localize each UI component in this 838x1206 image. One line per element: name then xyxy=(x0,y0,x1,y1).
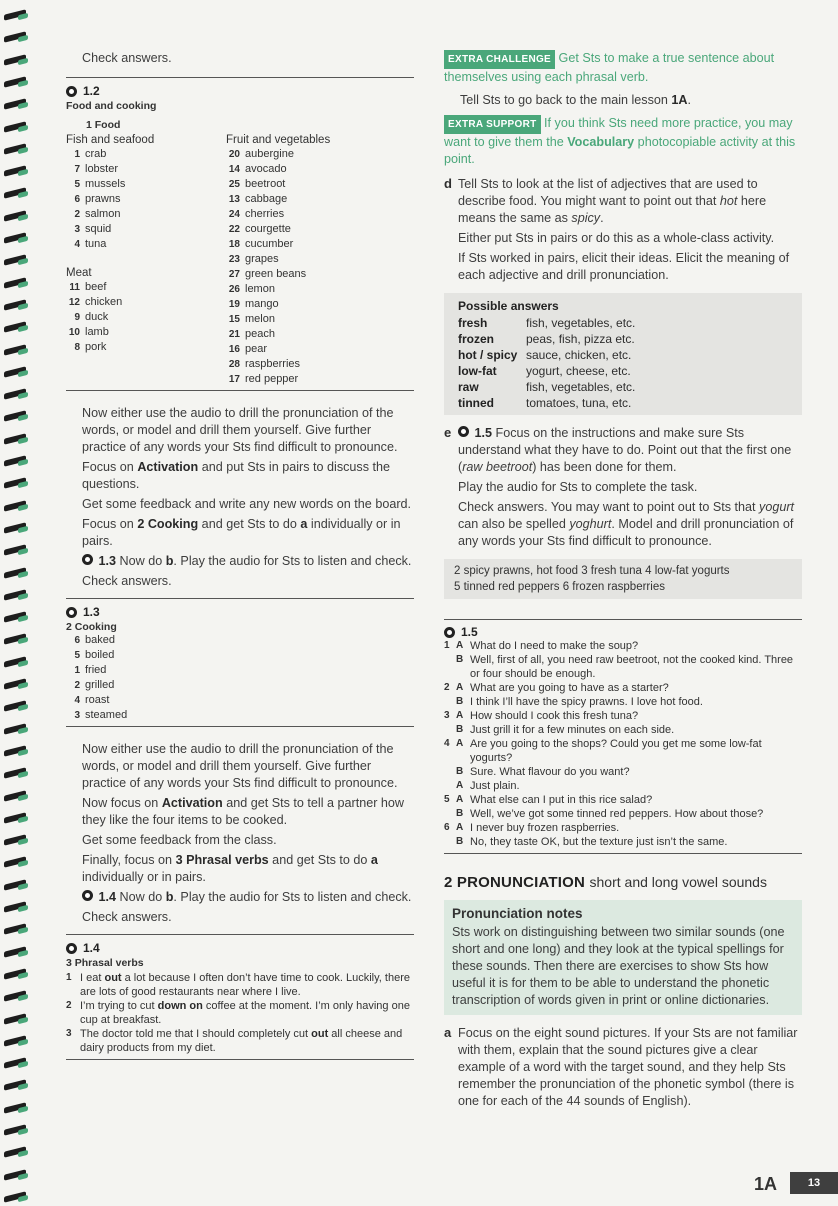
fruit-title: Fruit and vegetables xyxy=(226,134,331,146)
unit-label: 1A xyxy=(754,1174,778,1194)
spiral-coil xyxy=(4,344,26,355)
audio-1-3-instruction: 1.3 Now do b. Play the audio for Sts to listen and check. xyxy=(82,553,414,570)
script-line: 5 A What else can I put in this rice salad? xyxy=(444,794,653,806)
divider xyxy=(66,726,414,727)
meat-title: Meat xyxy=(66,267,92,279)
check-answers-1: Check answers. xyxy=(82,51,172,65)
spiral-coil xyxy=(4,299,26,310)
script-line: 6 A I never buy frozen raspberries. xyxy=(444,822,620,834)
spiral-coil xyxy=(4,121,26,132)
divider xyxy=(444,853,802,854)
box-subheading: 1 Food xyxy=(86,119,121,131)
spiral-coil xyxy=(4,366,26,377)
answers-box: 2 spicy prawns, hot food 3 fresh tuna 4 low-fat yogurts 5 tinned red peppers 6 frozen raspberries xyxy=(444,559,802,599)
box-heading: 3 Phrasal verbs xyxy=(66,957,144,969)
feedback-instruction-2: Get some feedback from the class. xyxy=(82,833,277,847)
spiral-binding xyxy=(0,0,34,1200)
word-item: 8 pork xyxy=(74,341,107,353)
spiral-coil xyxy=(4,834,26,845)
back-to-lesson: Tell Sts to go back to the main lesson 1A. xyxy=(460,93,692,107)
audio-box-1-3: 1.3 2 Cooking 6 baked 5 boiled 1 fried 2 grilled 4 roast 3 steamed xyxy=(66,599,414,723)
phrasal-verbs-instruction: Finally, focus on 3 Phrasal verbs and get Sts to do a individually or in pairs. xyxy=(82,853,378,884)
word-item: 10 lamb xyxy=(68,326,109,338)
right-column xyxy=(444,50,802,1113)
spiral-coil xyxy=(4,321,26,332)
phrasal-item-1: 1 I eat out a lot because I often don’t have time to cook. Luckily, there are lots of good restaurants near where I live. xyxy=(66,972,410,998)
pronunciation-subtitle: short and long vowel sounds xyxy=(589,874,767,890)
word-item: 16 pear xyxy=(228,343,268,355)
possible-answers-title: Possible answers xyxy=(458,299,559,313)
word-item: 2 salmon xyxy=(74,208,121,220)
extra-support-tag: EXTRA SUPPORT xyxy=(444,115,541,134)
script-line: A Just plain. xyxy=(456,780,520,792)
word-item: 3 steamed xyxy=(74,709,128,721)
extra-challenge: EXTRA CHALLENGE Get Sts to make a true sentence about themselves using each phrasal verb. xyxy=(444,51,775,84)
word-item: 21 peach xyxy=(228,328,275,340)
notes-text: Sts work on distinguishing between two similar sounds (one short and one long) and they look at the typical spellings for these sounds. Then there are exercises to show Sts how useful it is for them to be able to understand the phonetic transcription of words given in print or online dictionaries. xyxy=(452,925,785,1007)
word-item: 3 squid xyxy=(74,223,112,235)
possible-answer-row: raw fish, vegetables, etc. xyxy=(458,380,636,394)
word-item: 4 tuna xyxy=(74,238,107,250)
word-item: 14 avocado xyxy=(228,163,287,175)
spiral-coil xyxy=(4,478,26,489)
spiral-coil xyxy=(4,143,26,154)
spiral-coil xyxy=(4,634,26,645)
speaker-icon xyxy=(66,607,79,618)
word-item: 22 courgette xyxy=(228,223,291,235)
spiral-coil xyxy=(4,388,26,399)
spiral-coil xyxy=(4,277,26,288)
drill-instruction-2: Now either use the audio to drill the pronunciation of the words, or model and drill them yourself. Give further practice of any words your Sts find difficult to pronounce. xyxy=(82,742,398,790)
extra-challenge-tag: EXTRA CHALLENGE xyxy=(444,50,555,69)
spiral-coil xyxy=(4,1057,26,1068)
cooking-instruction: Focus on 2 Cooking and get Sts to do a individually or in pairs. xyxy=(82,517,401,548)
speaker-icon xyxy=(66,943,79,954)
spiral-coil xyxy=(4,1147,26,1158)
spiral-coil xyxy=(4,901,26,912)
meat-list xyxy=(66,280,226,355)
spiral-coil xyxy=(4,455,26,466)
spiral-coil xyxy=(4,857,26,868)
possible-answers-list xyxy=(458,315,790,411)
word-item: 1 crab xyxy=(74,148,107,160)
script-line: 4 A Are you going to the shops? Could you get me some low-fat yogurts? xyxy=(444,738,762,764)
spiral-coil xyxy=(4,567,26,578)
fruit-list xyxy=(226,147,330,387)
script-line: 2 A What are you going to have as a starter? xyxy=(444,682,669,694)
audio-box-1-2: 1.2 Food and cooking 1 Food Fish and seafood 1 crab 7 lobster 5 mussels 6 prawns 2 salmon 3 squid 4 tuna Meat 11 beef 12 chicken 9 duck 10 lamb 8 pork Fruit and vegetables 20 aubergine 14 avocado 25 beetroot 13 cabbage 24 cherries 22 courgette 18 cucumber 23 grapes 27 green beans 26 lemon 19 mango 15 melon 21 peach 16 pear 28 raspberries 17 red pepper xyxy=(66,78,414,387)
word-item: 18 cucumber xyxy=(228,238,294,250)
word-item: 11 beef xyxy=(69,281,107,293)
divider xyxy=(66,1059,414,1060)
spiral-coil xyxy=(4,656,26,667)
spiral-coil xyxy=(4,790,26,801)
word-item: 24 cherries xyxy=(228,208,285,220)
word-item: 4 roast xyxy=(74,694,110,706)
spiral-coil xyxy=(4,879,26,890)
fish-title: Fish and seafood xyxy=(66,134,155,146)
spiral-coil xyxy=(4,1080,26,1091)
possible-answer-row: low-fat yogurt, cheese, etc. xyxy=(458,364,631,378)
drill-instruction: Now either use the audio to drill the pronunciation of the words, or model and drill them yourself. Give further practice of any words your Sts find difficult to pronounce. xyxy=(82,406,398,454)
word-item: 26 lemon xyxy=(228,283,275,295)
word-item: 7 lobster xyxy=(74,163,119,175)
word-item: 2 grilled xyxy=(74,679,115,691)
step-d: d Tell Sts to look at the list of adjectives that are used to describe food. You might want to point out that hot here means the same as spicy. Either put Sts in pairs or do this as a whole-class activity. If Sts worked in pairs, elicit their ideas. Elicit the meaning of each adjective and drill pronunciation. xyxy=(444,176,790,282)
phrasal-item-2: 2 I’m trying to cut down on coffee at the moment. I’m only having one cup at breakfast. xyxy=(66,1000,410,1026)
spiral-coil xyxy=(4,968,26,979)
spiral-coil xyxy=(4,1124,26,1135)
fish-list xyxy=(66,147,226,252)
spiral-coil xyxy=(4,990,26,1001)
activation-instruction: Focus on Activation and put Sts in pairs to discuss the questions. xyxy=(82,460,391,491)
spiral-coil xyxy=(4,411,26,422)
box-heading: 2 Cooking xyxy=(66,621,117,633)
audio-box-1-4: 1.4 3 Phrasal verbs 1 I eat out a lot because I often don’t have time to cook. Luckily, there are lots of good restaurants near where I live. 2 I’m trying to cut down on coffee at the moment. I’m only having one cup at breakfast. 3 The doctor told me that I should completely cut out all cheese and dairy products from my diet. xyxy=(66,935,414,1055)
possible-answers-box xyxy=(444,293,802,415)
script-line: B No, they taste OK, but the texture just isn’t the same. xyxy=(456,836,728,848)
spiral-coil xyxy=(4,9,26,20)
script-line: B Well, first of all, you need raw beetroot, not the cooked kind. Three or four should be enough. xyxy=(456,654,794,680)
spiral-coil xyxy=(4,165,26,176)
word-item: 1 fried xyxy=(74,664,107,676)
feedback-instruction: Get some feedback and write any new words on the board. xyxy=(82,497,412,511)
spiral-coil xyxy=(4,188,26,199)
divider xyxy=(66,390,414,391)
extra-support: EXTRA SUPPORT If you think Sts need more practice, you may want to give them the Vocabulary photocopiable activity at this point. xyxy=(444,116,796,166)
possible-answer-row: frozen peas, fish, pizza etc. xyxy=(458,332,635,346)
step-e: e 1.5 Focus on the instructions and make sure Sts understand what they have to do. Point out that the first one (raw beetroot) has been done for them. Play the audio for Sts to complete the task. Check answers. You may want to point out to Sts that yogurt can also be spelled yoghurt. Model and drill pronunciation of any words your Sts find difficult to pronounce. xyxy=(444,425,795,548)
spiral-coil xyxy=(4,1035,26,1046)
spiral-coil xyxy=(4,76,26,87)
word-item: 23 grapes xyxy=(228,253,279,265)
cooking-list xyxy=(66,633,414,723)
script-line: B Sure. What flavour do you want? xyxy=(456,766,630,778)
spiral-coil xyxy=(4,433,26,444)
spiral-coil xyxy=(4,255,26,266)
spiral-coil xyxy=(4,1169,26,1180)
spiral-coil xyxy=(4,32,26,43)
check-answers-3: Check answers. xyxy=(82,910,172,924)
possible-answer-row: hot / spicy sauce, chicken, etc. xyxy=(458,348,632,362)
spiral-coil xyxy=(4,98,26,109)
word-item: 6 prawns xyxy=(74,193,121,205)
word-item: 13 cabbage xyxy=(228,193,288,205)
audio-box-1-5: 1.5 1 A What do I need to make the soup? B Well, first of all, you need raw beetroot, not the cooked kind. Three or four should be enough. 2 A What are you going to have as a starter? B I think I’ll have the spicy prawns. I love hot food. 3 A How should I cook this fresh tuna? B Just grill it for a few minutes on each side. 4 A Are you going to the shops? Could you get me some low-fat yogurts? B Sure. What flavour do you want? A Just plain. 5 A What else can I put in this rice salad? B Well, we’ve got some tinned red peppers. How about those? 6 A I never buy frozen raspberries. B No, they taste OK, but the texture just isn’t the same. xyxy=(444,620,802,849)
spiral-coil xyxy=(4,589,26,600)
word-item: 9 duck xyxy=(74,311,109,323)
word-item: 12 chicken xyxy=(68,296,123,308)
spiral-coil xyxy=(4,522,26,533)
spiral-coil xyxy=(4,745,26,756)
spiral-coil xyxy=(4,924,26,935)
speaker-icon xyxy=(82,554,95,565)
spiral-coil xyxy=(4,946,26,957)
speaker-icon xyxy=(458,426,471,437)
spiral-coil xyxy=(4,500,26,511)
spiral-coil xyxy=(4,611,26,622)
word-item: 27 green beans xyxy=(228,268,307,280)
audio-1-4-instruction: 1.4 Now do b. Play the audio for Sts to listen and check. xyxy=(82,889,414,906)
word-item: 20 aubergine xyxy=(228,148,294,160)
spiral-coil xyxy=(4,210,26,221)
possible-answer-row: fresh fish, vegetables, etc. xyxy=(458,316,636,330)
possible-answer-row: tinned tomatoes, tuna, etc. xyxy=(458,396,632,410)
spiral-coil xyxy=(4,544,26,555)
spiral-coil xyxy=(4,701,26,712)
word-item: 19 mango xyxy=(228,298,279,310)
pronunciation-title: 2 PRONUNCIATION xyxy=(444,874,586,891)
spiral-coil xyxy=(4,723,26,734)
spiral-coil xyxy=(4,1102,26,1113)
notes-title: Pronunciation notes xyxy=(452,906,583,921)
speaker-icon xyxy=(444,627,457,638)
spiral-coil xyxy=(4,678,26,689)
spiral-coil xyxy=(4,1191,26,1202)
speaker-icon xyxy=(82,890,95,901)
step-a: a Focus on the eight sound pictures. If your Sts are not familiar with them, explain that the sound pictures give a clear example of a word with the target sound, and they help Sts remember the pronunciation of the phonetic symbol (there is one for each of the 44 sounds of English). xyxy=(444,1025,798,1108)
pronunciation-section xyxy=(444,874,802,1113)
speaker-icon xyxy=(66,86,79,97)
spiral-coil xyxy=(4,54,26,65)
script-line: B Just grill it for a few minutes on each side. xyxy=(456,724,675,736)
word-item: 28 raspberries xyxy=(228,358,301,370)
word-item: 5 mussels xyxy=(74,178,126,190)
box-heading: Food and cooking xyxy=(66,100,157,112)
script-line: 1 A What do I need to make the soup? xyxy=(444,640,639,652)
activation-instruction-2: Now focus on Activation and get Sts to tell a partner how they like the four items to be cooked. xyxy=(82,796,405,827)
left-column xyxy=(66,50,414,1060)
page-number: 13 xyxy=(790,1172,838,1194)
script-line: B Well, we’ve got some tinned red peppers. How about those? xyxy=(456,808,764,820)
audio-script xyxy=(444,639,802,849)
spiral-coil xyxy=(4,232,26,243)
pronunciation-notes xyxy=(444,900,802,1015)
word-item: 6 baked xyxy=(74,634,115,646)
script-line: B I think I’ll have the spicy prawns. I love hot food. xyxy=(456,696,703,708)
word-item: 25 beetroot xyxy=(228,178,286,190)
check-answers-2: Check answers. xyxy=(82,574,172,588)
spiral-coil xyxy=(4,767,26,778)
spiral-coil xyxy=(4,1013,26,1024)
phrasal-item-3: 3 The doctor told me that I should completely cut out all cheese and dairy products from my diet. xyxy=(66,1028,403,1054)
word-item: 17 red pepper xyxy=(228,373,299,385)
spiral-coil xyxy=(4,812,26,823)
word-item: 5 boiled xyxy=(74,649,115,661)
word-item: 15 melon xyxy=(228,313,275,325)
script-line: 3 A How should I cook this fresh tuna? xyxy=(444,710,639,722)
